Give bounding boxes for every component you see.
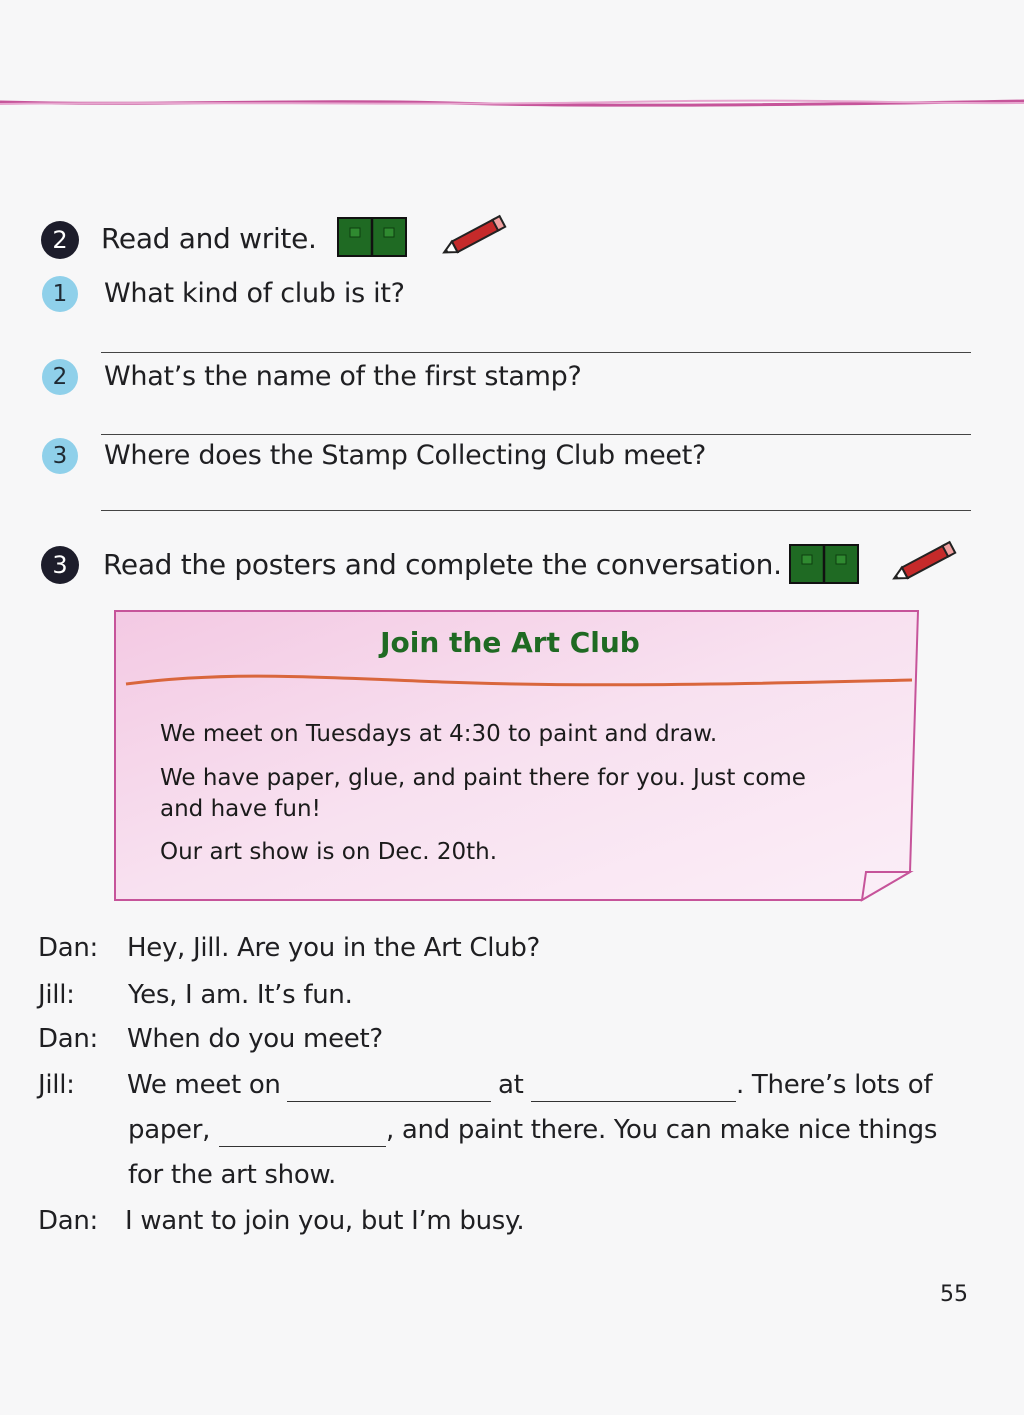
fill-in-blank[interactable] — [219, 1146, 386, 1147]
art-club-poster — [112, 608, 922, 906]
speaker-name: Dan: — [38, 933, 98, 963]
dialogue-text: at — [498, 1070, 524, 1100]
poster-line: Our art show is on Dec. 20th. — [160, 839, 498, 865]
poster-line: We meet on Tuesdays at 4:30 to paint and draw. — [160, 721, 718, 747]
top-decorative-rule — [0, 92, 1024, 116]
dialogue-text: . There’s lots of — [736, 1070, 933, 1100]
answer-line[interactable] — [101, 510, 971, 511]
question-number: 1 — [42, 276, 78, 312]
question-number: 2 — [42, 359, 78, 395]
exercise-heading: Read the posters and complete the conversation. — [103, 548, 782, 581]
dialogue-line: I want to join you, but I’m busy. — [125, 1206, 525, 1236]
dialogue-line: Hey, Jill. Are you in the Art Club? — [127, 933, 541, 963]
exercise-number: 2 — [41, 221, 79, 259]
answer-line[interactable] — [101, 352, 971, 353]
dialogue-text: paper, — [128, 1115, 211, 1145]
pencil-icon — [438, 214, 512, 258]
dialogue-text: for the art show. — [128, 1160, 337, 1190]
exercise-heading: Read and write. — [101, 222, 317, 255]
book-icon — [788, 543, 860, 585]
fill-in-blank[interactable] — [287, 1101, 491, 1102]
speaker-name: Dan: — [38, 1024, 98, 1054]
poster-line: We have paper, glue, and paint there for you. Just come and have fun! — [160, 765, 806, 822]
speaker-name: Jill: — [38, 1070, 75, 1100]
answer-line[interactable] — [101, 434, 971, 435]
dialogue-text: We meet on — [127, 1070, 281, 1100]
speaker-name: Dan: — [38, 1206, 98, 1236]
fill-in-blank[interactable] — [531, 1101, 736, 1102]
question-text: Where does the Stamp Collecting Club meet? — [104, 440, 707, 471]
pencil-icon — [888, 540, 962, 584]
question-text: What kind of club is it? — [104, 278, 405, 309]
dialogue-line: When do you meet? — [127, 1024, 383, 1054]
book-icon — [336, 216, 408, 258]
page-number: 55 — [940, 1282, 968, 1307]
dialogue-text: , and paint there. You can make nice things — [386, 1115, 938, 1145]
dialogue-line: Yes, I am. It’s fun. — [128, 980, 353, 1010]
speaker-name: Jill: — [38, 980, 75, 1010]
poster-title: Join the Art Club — [380, 626, 640, 659]
question-text: What’s the name of the first stamp? — [104, 361, 582, 392]
exercise-number: 3 — [41, 546, 79, 584]
question-number: 3 — [42, 438, 78, 474]
